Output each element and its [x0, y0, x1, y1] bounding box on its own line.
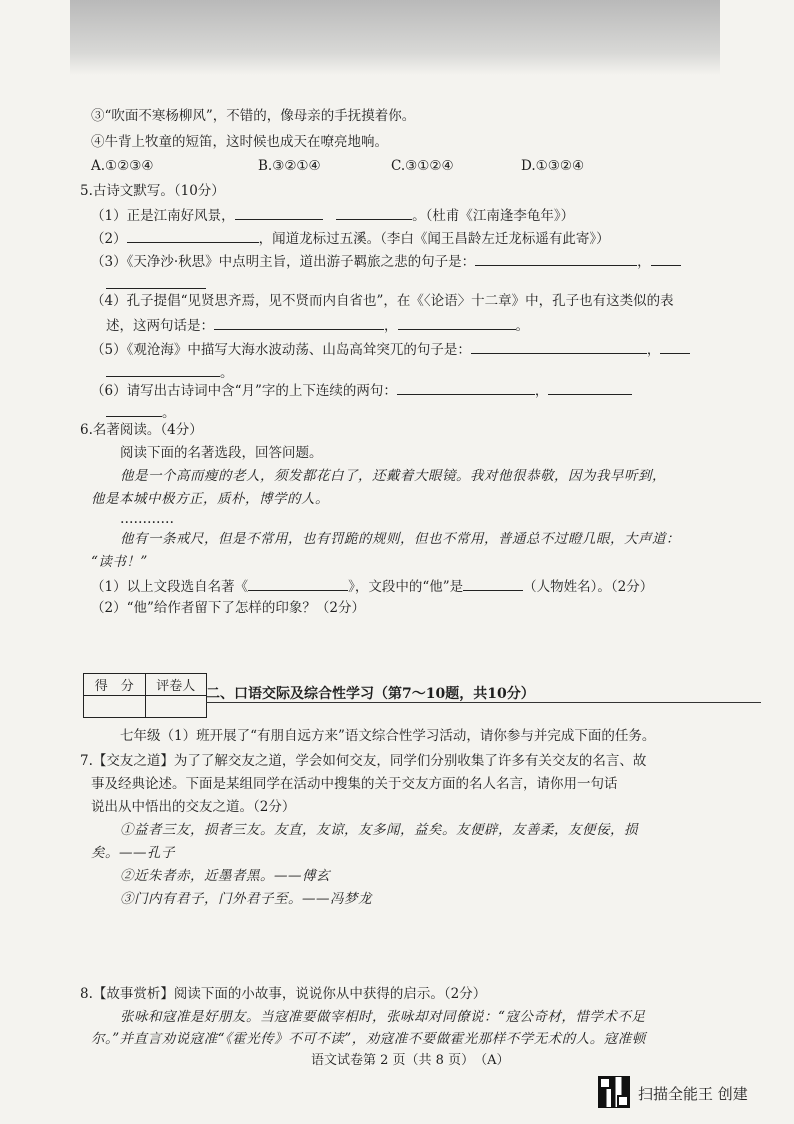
answer-blank[interactable] — [336, 205, 412, 220]
section2-title: 二、口语交际及综合性学习（第7～10题，共10分） — [206, 686, 535, 702]
section-divider — [206, 702, 761, 703]
answer-blank[interactable] — [106, 362, 220, 377]
q7-quote2: ②近朱者赤，近墨者黑。——傅玄 — [120, 868, 330, 884]
q6-sub1-c: （人物姓名）。（2分） — [523, 579, 654, 595]
answer-blank[interactable] — [471, 339, 647, 354]
answer-blank[interactable] — [106, 274, 206, 289]
answer-blank[interactable] — [398, 315, 516, 330]
q6-passage-line3: 他有一条戒尺，但是不常用，也有罚跪的规则，但也不常用，普通总不过瞪几眼，大声道： — [120, 531, 680, 547]
q8-line2: 张咏和寇准是好朋友。当寇准要做宰相时，张咏却对同僚说：“寇公奇材，惜学术不足 — [120, 1009, 646, 1025]
q5-s3-text: （3）《天净沙·秋思》中点明主旨，道出游子羁旅之悲的句子是： — [91, 254, 476, 270]
q5-s3: （3）《天净沙·秋思》中点明主旨，道出游子羁旅之悲的句子是： ， — [91, 251, 681, 271]
q5-s2-post: ，闻道龙标过五溪。（李白《闻王昌龄左迁龙标遥有此寄》） — [258, 231, 610, 247]
answer-blank[interactable] — [397, 380, 535, 395]
answer-blank[interactable] — [106, 402, 162, 417]
q4-option-d: D.①③②④ — [521, 158, 585, 174]
q4-item3: ③“吹面不寒杨柳风”，不错的，像母亲的手抚摸着你。 — [91, 108, 416, 124]
q8-line3: 尔。”并直言劝说寇准“《霍光传》不可不读”，劝寇准不要做霍光那样不学无术的人。寇准顿 — [91, 1031, 646, 1047]
q8-line1: 8.【故事赏析】阅读下面的小故事，说说你从中获得的启示。（2分） — [80, 986, 487, 1002]
q7-line2: 事及经典论述。下面是某组同学在活动中搜集的关于交友方面的名人名言，请你用一句话 — [91, 776, 618, 792]
q5-stem: 5.古诗文默写。（10分） — [80, 183, 225, 199]
grader-cell[interactable] — [145, 696, 207, 718]
answer-blank[interactable] — [475, 251, 637, 266]
q6-stem: 6.名著阅读。（4分） — [80, 422, 203, 438]
q6-intro: 阅读下面的名著选段，回答问题。 — [120, 445, 323, 461]
q6-passage-line1: 他是一个高而瘦的老人，须发都花白了，还戴着大眼镜。我对他很恭敬，因为我早听到， — [120, 468, 666, 484]
q4-option-c: C.③①②④ — [391, 158, 454, 174]
q6-sub1-b: 》，文段中的“他”是 — [348, 579, 464, 595]
answer-blank[interactable] — [651, 251, 681, 266]
q5-s6-text: （6）请写出古诗词中含“月”字的上下连续的两句： — [91, 383, 397, 399]
answer-blank[interactable] — [660, 339, 690, 354]
answer-blank[interactable] — [463, 576, 523, 591]
page-footer: 语文试卷第 2 页（共 8 页） （A） — [311, 1053, 510, 1068]
q7-line1: 7.【交友之道】为了了解交友之道，学会如何交友，同学们分别收集了许多有关交友的名言、故 — [80, 753, 647, 769]
q7-quote3: ③门内有君子，门外君子至。——冯梦龙 — [120, 891, 372, 907]
q7-quote1-line2: 矣。——孔子 — [91, 845, 175, 861]
q6-sub1 — [91, 576, 653, 596]
q5-s5: （5）《观沧海》中描写大海水波动荡、山岛高耸突兀的句子是： ， — [91, 339, 690, 359]
activity-intro: 七年级（1）班开展了“有朋自远方来”语文综合性学习活动，请你参与并完成下面的任务。 — [120, 728, 656, 744]
q5-s2-pre: （2） — [91, 231, 127, 247]
q5-s4-line2: 述，这两句话是： ， 。 — [106, 315, 529, 335]
q5-s3-cont — [106, 274, 206, 294]
answer-blank[interactable] — [235, 205, 323, 220]
q4-option-a: A.①②③④ — [91, 158, 154, 174]
q6-sub2: （2）“他”给作者留下了怎样的印象？（2分） — [91, 600, 365, 616]
q5-s6-cont: 。 — [106, 402, 176, 422]
score-label: 得 分 — [84, 674, 146, 696]
q6-passage-line2: 他是本城中极方正，质朴，博学的人。 — [91, 491, 329, 507]
answer-blank[interactable] — [548, 380, 632, 395]
q6-passage-line4: “读书！” — [91, 554, 148, 570]
qr-code-icon — [598, 1076, 630, 1108]
q6-ellipsis: ………… — [120, 511, 174, 527]
q5-s1-pre: （1）正是江南好风景， — [91, 208, 235, 224]
q4-option-b: B.③②①④ — [258, 158, 321, 174]
q4-item4: ④牛背上牧童的短笛，这时候也成天在嘹亮地响。 — [91, 134, 388, 150]
q5-s5-text: （5）《观沧海》中描写大海水波动荡、山岛高耸突兀的句子是： — [91, 342, 471, 358]
answer-blank[interactable] — [248, 576, 348, 591]
q5-s4-text: 述，这两句话是： — [106, 318, 214, 334]
q7-line3: 说出从中悟出的交友之道。（2分） — [91, 799, 296, 815]
answer-blank[interactable] — [127, 228, 259, 243]
score-cell[interactable] — [84, 696, 146, 718]
q5-s1 — [91, 205, 574, 225]
q5-s4-line1: （4）孔子提倡“见贤思齐焉，见不贤而内自省也”，在《〈论语〉十二章》中，孔子也有这类似的表 — [91, 293, 674, 309]
q6-sub1-a: （1）以上文段选自名著《 — [91, 579, 249, 595]
q5-s1-post: 。（杜甫《江南逢李龟年》） — [412, 208, 575, 224]
grader-label: 评卷人 — [145, 674, 207, 696]
score-box — [83, 673, 207, 718]
q5-s6: （6）请写出古诗词中含“月”字的上下连续的两句： ， — [91, 380, 632, 400]
q5-s5-cont: 。 — [106, 362, 234, 382]
q7-quote1-line1: ①益者三友，损者三友。友直，友谅，友多闻，益矣。友便辟，友善柔，友便佞，损 — [120, 822, 638, 838]
q5-s2 — [91, 228, 610, 248]
answer-blank[interactable] — [214, 315, 384, 330]
scanner-watermark: 扫描全能王 创建 — [638, 1085, 748, 1103]
